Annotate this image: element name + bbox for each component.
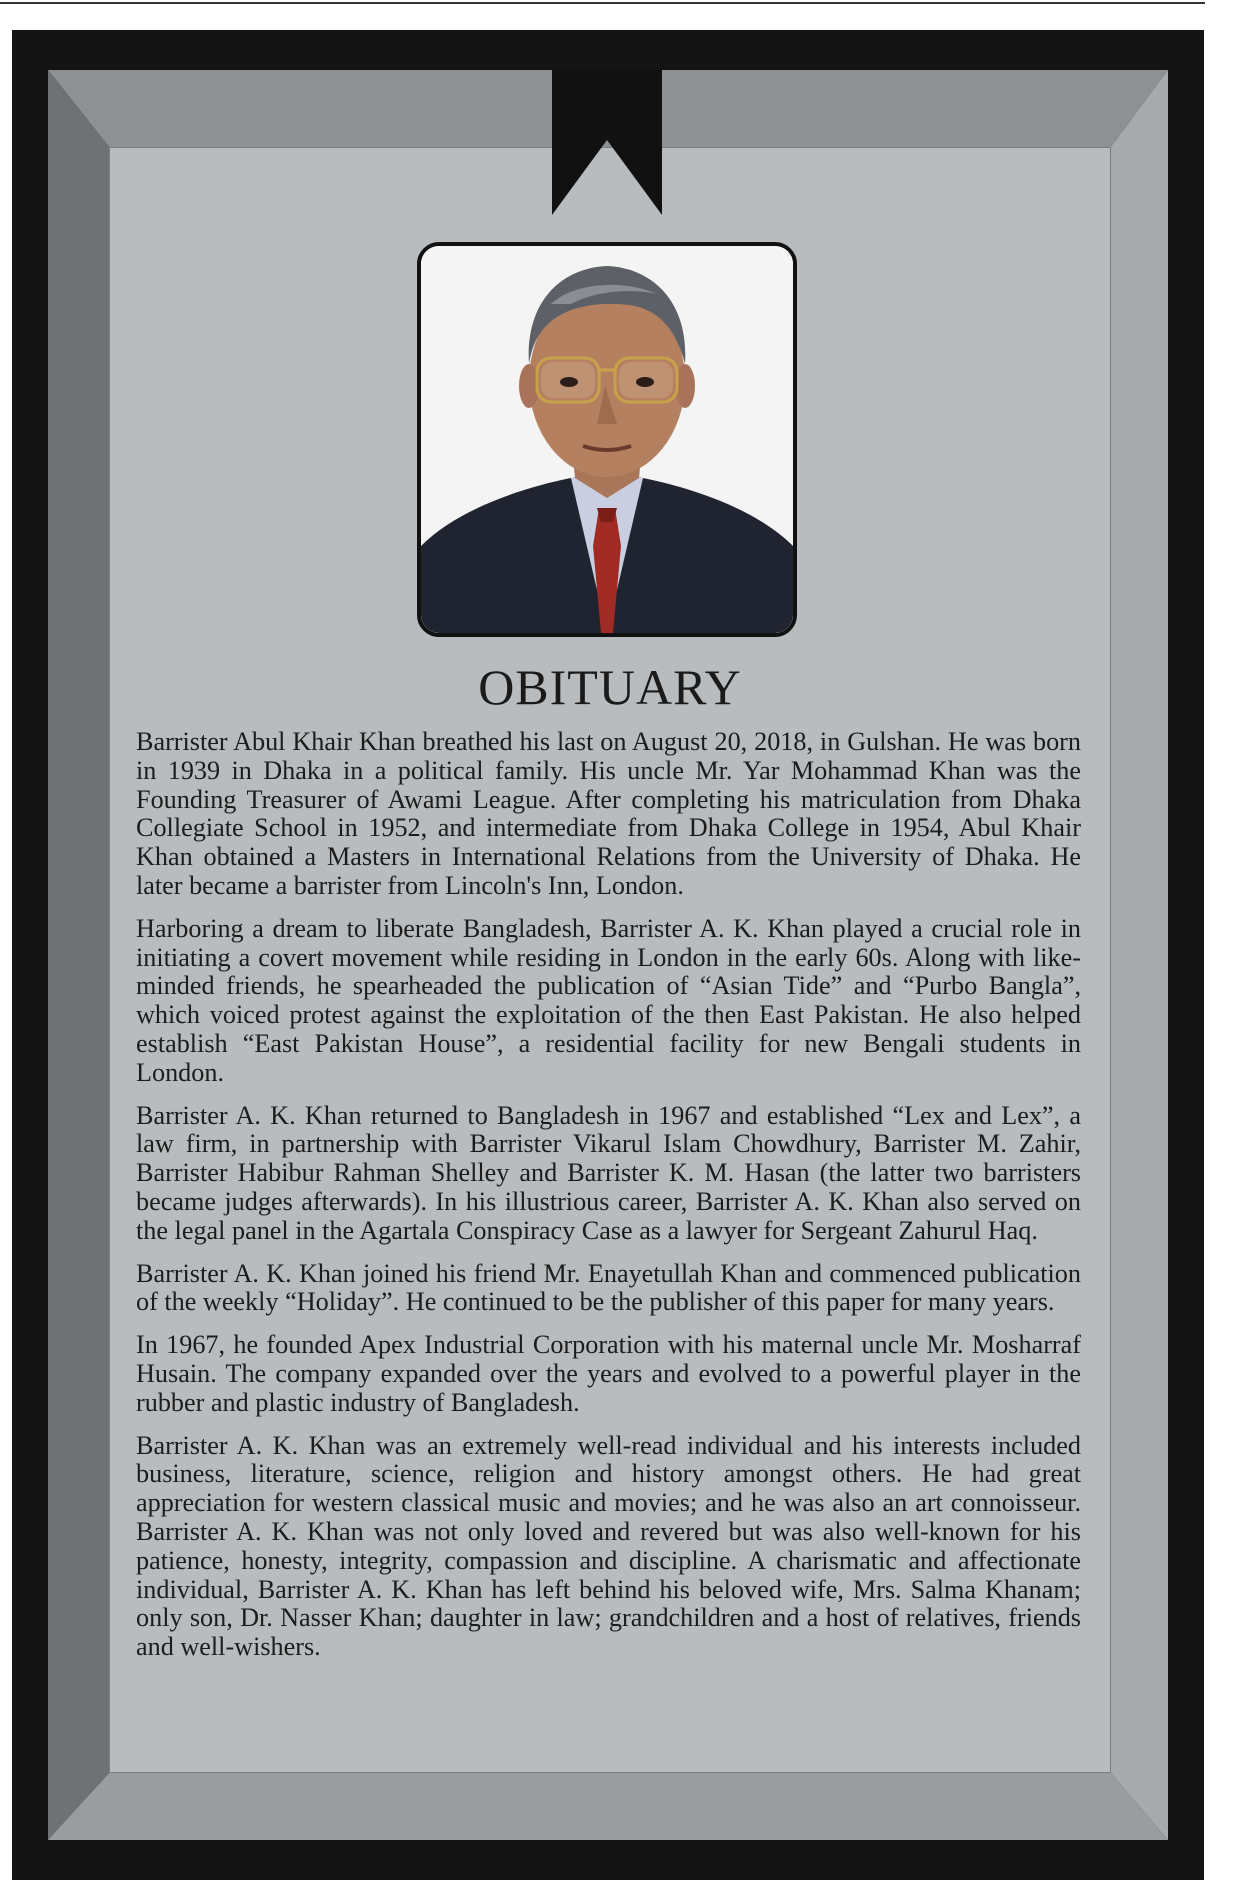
paragraph-5: In 1967, he founded Apex Industrial Corporation with his maternal uncle Mr. Mosharraf Husain. The company expanded over the years and evolved to a powerful player in the rubber and plastic industry of Bangladesh. (136, 1330, 1081, 1417)
paragraph-2: Harboring a dream to liberate Bangladesh, Barrister A. K. Khan played a crucial role in initiating a covert movement while residing in London in the early 60s. Along with like-minded friends, he spearheaded the publication of “Asian Tide” and “Purbo Bangla”, which voiced protest against the exploitation of the then East Pakistan. He also helped establish “East Pakistan House”, a residential facility for new Bengali students in London. (136, 913, 1081, 1087)
mourning-ribbon-icon (552, 70, 662, 215)
top-rule (0, 2, 1205, 4)
paragraph-4: Barrister A. K. Khan joined his friend Mr. Enayetullah Khan and commenced publication of the weekly “Holiday”. He continued to be the publisher of this paper for many years. (136, 1258, 1081, 1317)
portrait-illustration (421, 246, 793, 633)
paragraph-1: Barrister Abul Khair Khan breathed his last on August 20, 2018, in Gulshan. He was born in 1939 in Dhaka in a political family. His uncle Mr. Yar Mohammad Khan was the Founding Treasurer of Awami League. After completing his matriculation from Dhaka Collegiate School in 1952, and intermediate from Dhaka College in 1954, Abul Khair Khan obtained a Masters in International Relations from the University of Dhaka. He later became a barrister from Lincoln's Inn, London. (136, 727, 1081, 900)
paragraph-3: Barrister A. K. Khan returned to Bangladesh in 1967 and established “Lex and Lex”, a law firm, in partnership with Barrister Vikarul Islam Chowdhury, Barrister M. Zahir, Barrister Habibur Rahman Shelley and Barrister K. M. Hasan (the latter two barristers became judges afterwards). In his illustrious career, Barrister A. K. Khan also served on the legal panel in the Agartala Conspiracy Case as a lawyer for Sergeant Zahurul Haq. (136, 1100, 1081, 1245)
paragraph-6: Barrister A. K. Khan was an extremely well-read individual and his interests included business, literature, science, religion and history amongst others. He had great appreciation for western classical music and movies; and he was also an art connoisseur. Barrister A. K. Khan was not only loved and revered but was also well-known for his patience, honesty, integrity, compassion and discipline. A charismatic and affectionate individual, Barrister A. K. Khan has left behind his beloved wife, Mrs. Salma Khanam; only son, Dr. Nasser Khan; daughter in law; grandchildren and a host of relatives, friends and well-wishers. (136, 1430, 1081, 1662)
obituary-title: OBITUARY (478, 659, 742, 715)
portrait-photo (417, 242, 797, 637)
obituary-body (136, 728, 1081, 1676)
